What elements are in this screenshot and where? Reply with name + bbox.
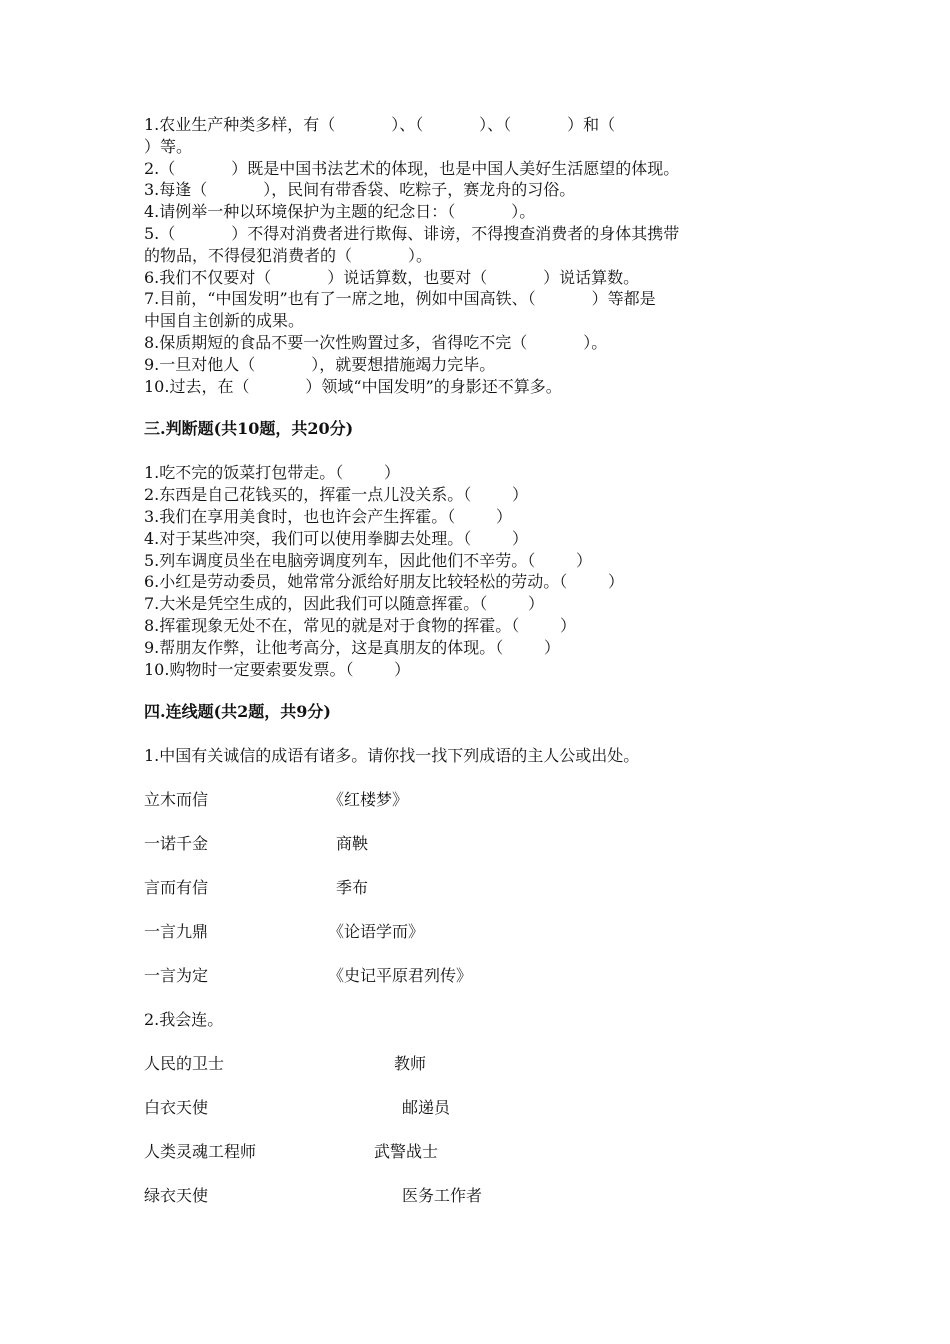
fill-blank-line: 2.（ ）既是中国书法艺术的体现，也是中国人美好生活愿望的体现。 [144,158,680,178]
matching-left-item: 人类灵魂工程师 [144,1142,257,1162]
matching-left-item: 一言九鼎 [144,922,209,942]
matching-right-item: 医务工作者 [402,1186,483,1206]
matching-q2-prompt: 2.我会连。 [144,1010,224,1030]
judgement-item: 2.东西是自己花钱买的，挥霍一点儿没关系。（ ） [144,485,528,505]
matching-pair [144,965,824,987]
matching-pair [144,877,824,899]
matching-left-item: 一言为定 [144,966,209,986]
worksheet-page [144,114,824,1207]
fill-blank-line: 6.我们不仅要对（ ）说话算数，也要对（ ）说话算数。 [144,267,640,287]
judgement-item: 8.挥霍现象无处不在，常见的就是对于食物的挥霍。（ ） [144,615,576,635]
matching-pair [144,833,824,855]
matching-pair [144,1097,824,1119]
fill-blank-line: 8.保质期短的食品不要一次性购置过多，省得吃不完（ ）。 [144,332,608,352]
judgement-item: 1.吃不完的饭菜打包带走。（ ） [144,463,400,483]
matching-left-item: 绿衣天使 [144,1186,209,1206]
judgement-item: 7.大米是凭空生成的，因此我们可以随意挥霍。（ ） [144,594,544,614]
fill-blank-line: 的物品，不得侵犯消费者的（ ）。 [144,245,432,265]
judgement-item: 4.对于某些冲突，我们可以使用拳脚去处理。（ ） [144,528,528,548]
matching-q1-pairs [144,789,824,987]
judgement-list [144,462,824,680]
fill-blank-line: 3.每逢（ ），民间有带香袋、吃粽子，赛龙舟的习俗。 [144,180,576,200]
matching-pair [144,1185,824,1207]
matching-left-item: 立木而信 [144,790,209,810]
fill-blank-line: 5.（ ）不得对消费者进行欺侮、诽谤，不得搜查消费者的身体其携带 [144,223,680,243]
judgement-item: 10.购物时一定要索要发票。（ ） [144,659,411,679]
fill-blank-line: 10.过去，在（ ）领域“中国发明”的身影还不算多。 [144,376,562,396]
matching-right-item: 《论语学而》 [328,922,425,942]
matching-right-item: 商鞅 [336,834,369,854]
matching-pair [144,1053,824,1075]
section-heading-matching: 四.连线题(共2题，共9分) [144,702,331,722]
fill-blank-line: 4.请例举一种以环境保护为主题的纪念日：（ ）。 [144,202,536,222]
section-heading-judgement: 三.判断题(共10题，共20分) [144,419,354,439]
matching-pair [144,1141,824,1163]
matching-left-item: 人民的卫士 [144,1054,225,1074]
judgement-item: 6.小红是劳动委员，她常常分派给好朋友比较轻松的劳动。（ ） [144,572,624,592]
matching-right-item: 季布 [336,878,369,898]
fill-blank-section [144,114,824,397]
matching-right-item: 武警战士 [374,1142,439,1162]
judgement-item: 3.我们在享用美食时，也也许会产生挥霍。（ ） [144,506,512,526]
fill-blank-line: 7.目前，“中国发明”也有了一席之地，例如中国高铁、（ ）等都是 [144,289,656,309]
judgement-item: 9.帮朋友作弊，让他考高分，这是真朋友的体现。（ ） [144,637,560,657]
matching-right-item: 教师 [394,1054,427,1074]
matching-right-item: 邮递员 [402,1098,451,1118]
fill-blank-line: 9.一旦对他人（ ），就要想措施竭力完毕。 [144,354,496,374]
matching-left-item: 一诺千金 [144,834,209,854]
matching-right-item: 《史记平原君列传》 [328,966,473,986]
matching-left-item: 言而有信 [144,878,209,898]
matching-q2-pairs [144,1053,824,1207]
judgement-item: 5.列车调度员坐在电脑旁调度列车，因此他们不辛劳。（ ） [144,550,592,570]
matching-pair [144,789,824,811]
matching-pair [144,921,824,943]
fill-blank-line: 中国自主创新的成果。 [144,311,305,331]
fill-blank-line: ）等。 [144,136,193,156]
matching-q1-prompt: 1.中国有关诚信的成语有诸多。请你找一找下列成语的主人公或出处。 [144,746,640,766]
matching-right-item: 《红楼梦》 [328,790,409,810]
fill-blank-line: 1.农业生产种类多样，有（ ）、（ ）、（ ）和（ [144,115,616,134]
matching-left-item: 白衣天使 [144,1098,209,1118]
